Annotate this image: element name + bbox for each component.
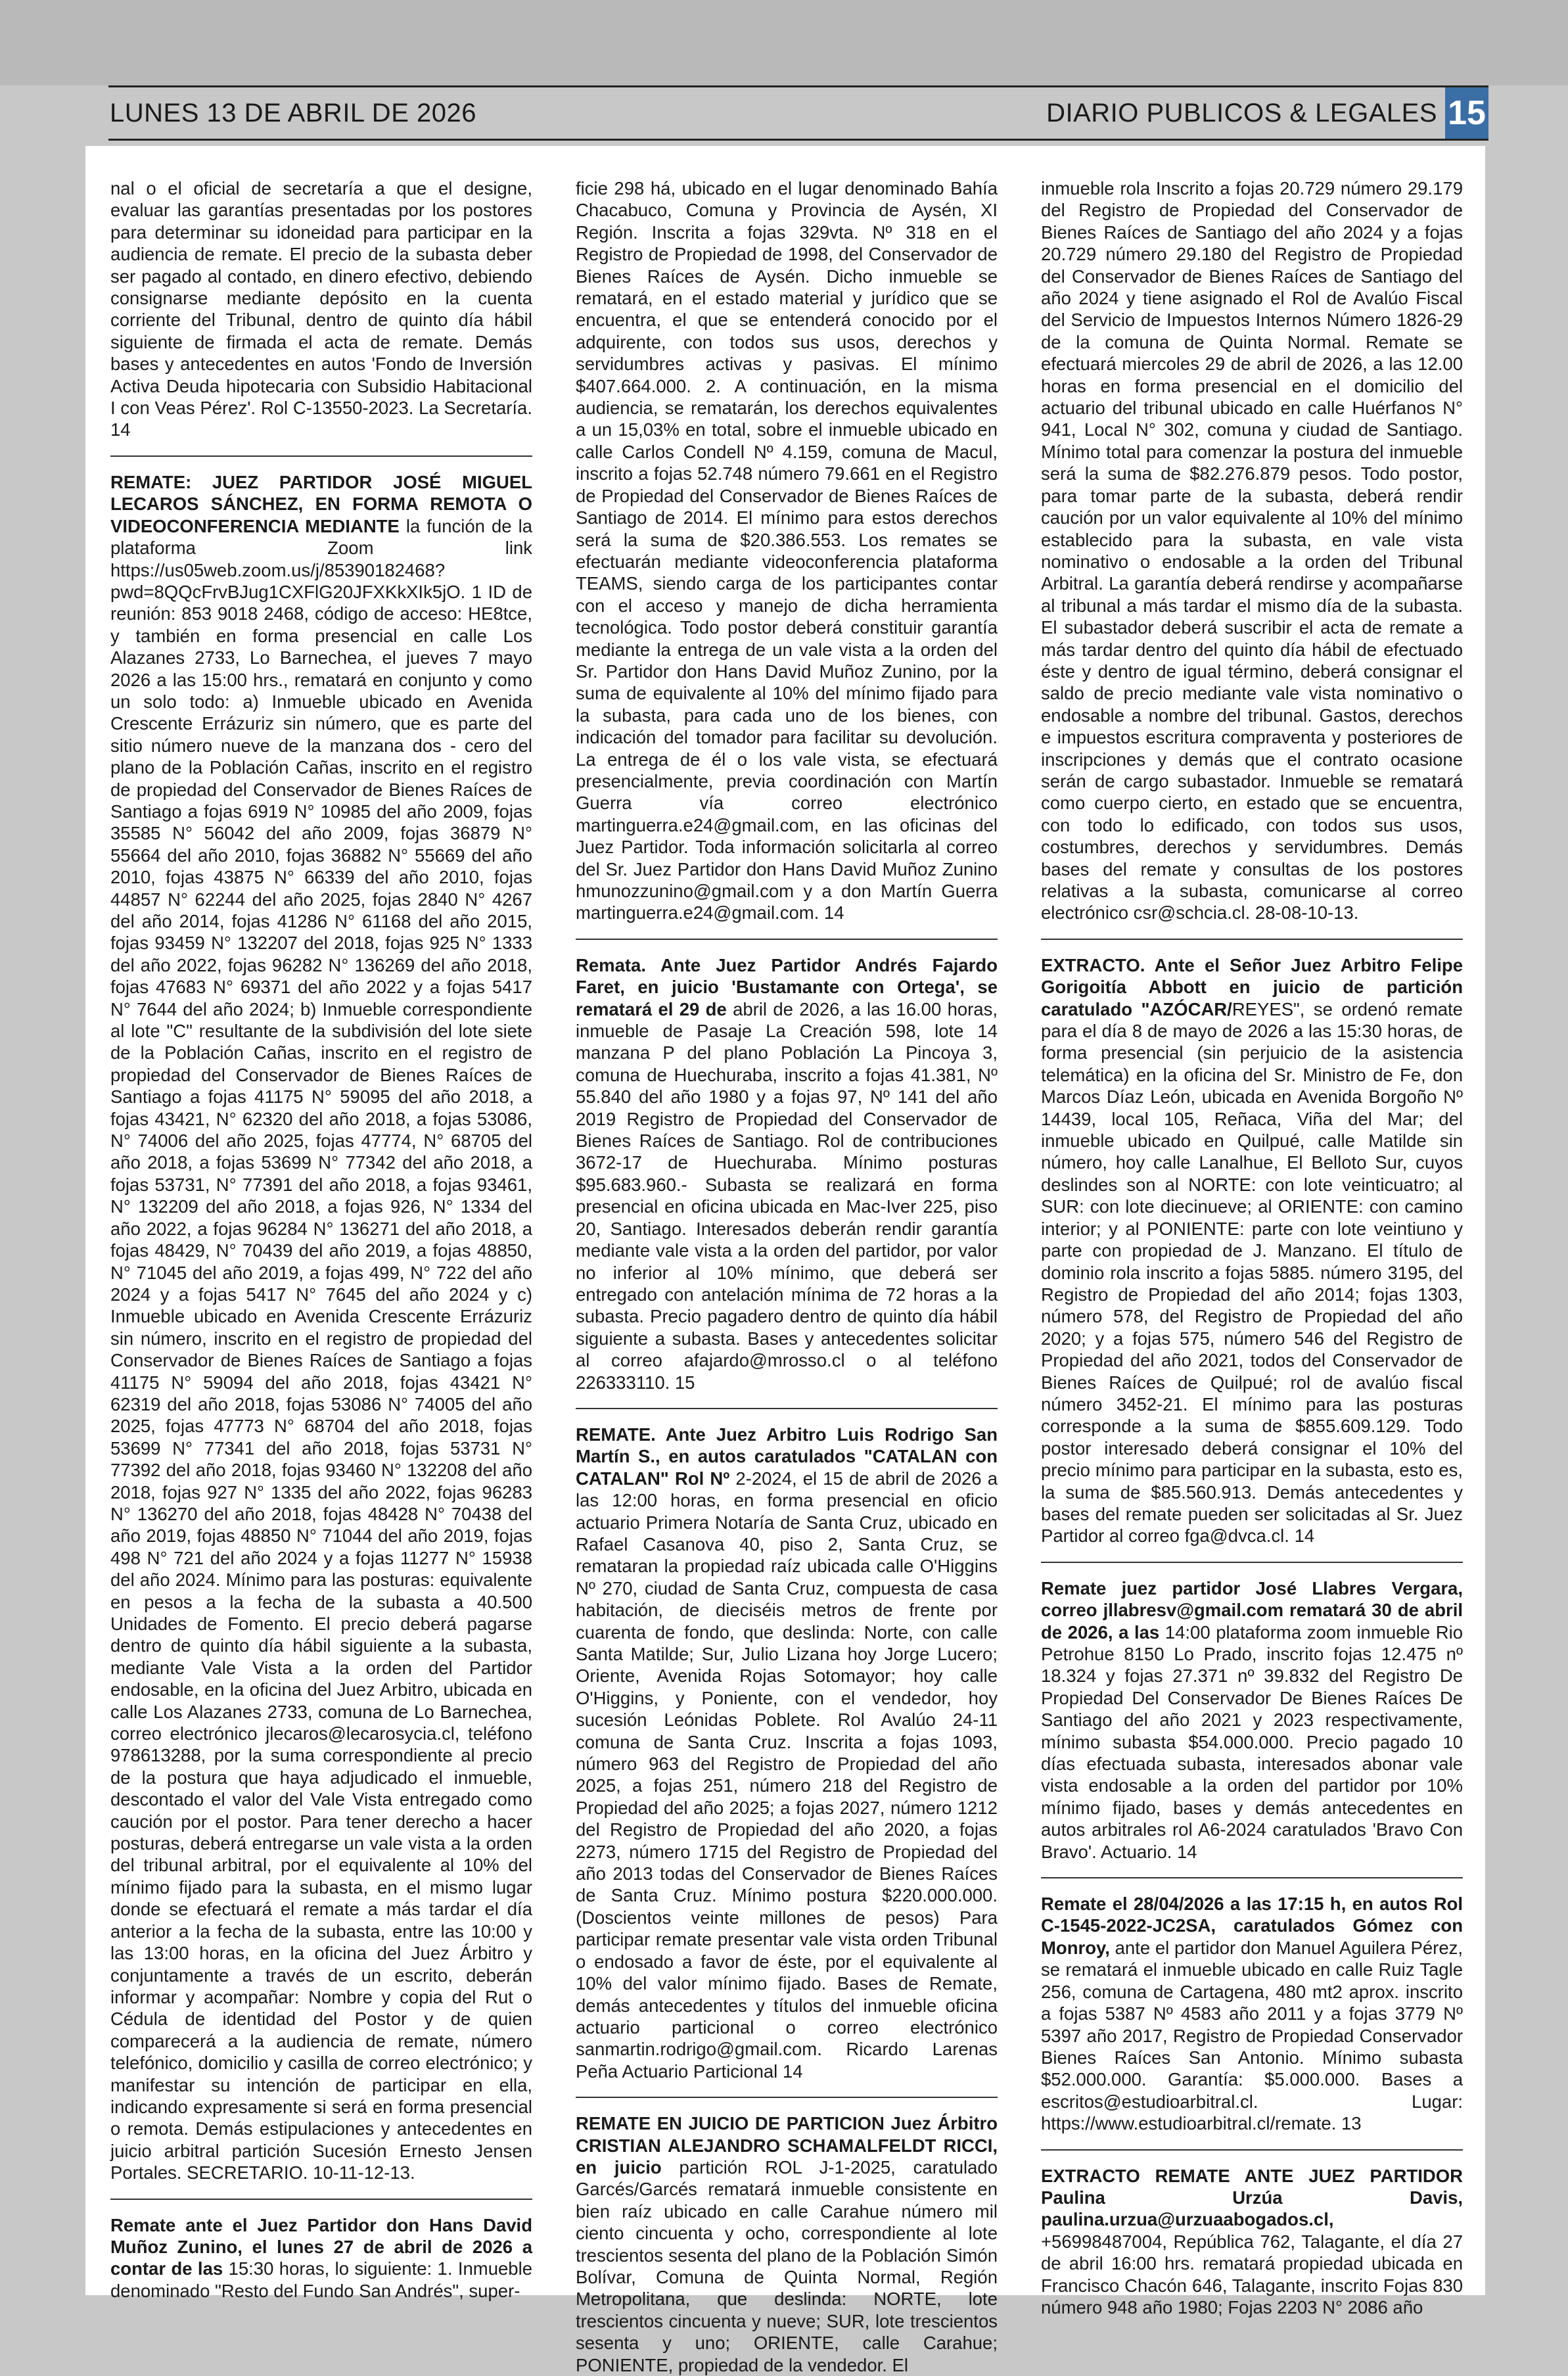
page-number-badge: 15 — [1445, 87, 1488, 139]
notice-lead: Remate juez partidor José Llabres Vergara, correo jllabresv@gmail.com rematará 30 de abril de 2026, a las — [1041, 1577, 1463, 1642]
notice — [576, 2097, 998, 2376]
notice — [110, 2199, 532, 2302]
notice-continuation — [576, 177, 998, 924]
notice-continuation — [110, 177, 532, 441]
header-date: LUNES 13 DE ABRIL DE 2026 — [110, 98, 476, 128]
notice-body: 2-2024, el 15 de abril de 2026 a las 12:00 horas, en forma presencial en oficio actuario Primera Notaría de Santa Cruz, ubicado en Rafael Casanova 40, piso 2, Santa Cruz, se remataran la propiedad raíz ubicada calle O'Higgins Nº 270, ciudad de Santa Cruz, compuesta de casa habitación, de dieciséis metros de frente por cuarenta de fondo, que deslinda: Norte, con calle Santa Matilde; Sur, Julio Lizana hoy Jorge Lucero; Oriente, Avenida Rojas Sotomayor; hoy calle O'Higgins, y Poniente, con el vendedor, hoy sucesión Leónidas Poblete. Rol Avalúo 24-11 comuna de Santa Cruz. Inscrita a fojas 1093, número 963 del Registro de Propiedad del año 2025, a fojas 251, número 218 del Registro de Propiedad del año 2025; a fojas 2027, número 1212 del Registro de Propiedad del año 2020, a fojas 2273, número 1715 del Registro de Propiedad del año 2013 todas del Conservador de Bienes Raíces de Santa Cruz. Mínimo postura $220.000.000. (Doscientos veinte millones de pesos) Para participar remate presentar vale vista orden Tribunal o endosado a favor de éste, por el equivalente al 10% del valor mínimo fijado. Bases de Remate, demás antecedentes y títulos del inmueble oficina actuario particional o correo electrónico sanmartin.rodrigo@gmail.com. Ricardo Larenas Peña Actuario Particional 14 — [576, 1468, 998, 2082]
notice-body: abril de 2026, a las 16.00 horas, inmueble de Pasaje La Creación 598, lote 14 manzana P del plano Población La Pincoya 3, comuna de Huechuraba, inscrito a fojas 41.381, Nº 55.840 del año 1980 y a fojas 97, Nº 141 del año 2019 Registro de Propiedad del Conservador de Bienes Raíces de Santiago. Rol de contribuciones 3672-17 de Huechuraba. Mínimo posturas $95.683.960.- Subasta se realizará en forma presencial en oficina ubicada en Mac-Iver 225, piso 20, Santiago. Interesados deberán rendir garantía mediante vale vista a la orden del partidor, por valor no inferior al 10% mínimo, que deberá ser entregado con antelación mínima de 72 horas a la subasta. Precio pagadero dentro de quinto día hábil siguiente a subasta. Bases y antecedentes solicitar al correo afajardo@mrosso.cl o al teléfono 226333110. 15 — [576, 998, 998, 1393]
notice-continuation — [1041, 177, 1463, 924]
notice — [1041, 1562, 1463, 1863]
notice — [1041, 939, 1463, 1547]
notice-body: ficie 298 há, ubicado en el lugar denominado Bahía Chacabuco, Comuna y Provincia de Aysén, XI Región. Inscrita a fojas 329vta. Nº 318 en el Registro de Propiedad de 1998, del Conservador de Bienes Raíces de Aysén. Dicho inmueble se rematará, en el estado material y jurídico que se encuentra, el que se entenderá conocido por el adquirente, con todos sus usos, derechos y servidumbres activas y pasivas. El mínimo $407.664.000. 2. A continuación, en la misma audiencia, se rematarán, los derechos equivalentes a un 15,03% en total, sobre el inmueble ubicado en calle Carlos Condell Nº 4.159, comuna de Macul, inscrito a fojas 52.748 número 79.661 en el Registro de Propiedad del Conservador de Bienes Raíces de Santiago de 2014. El mínimo para estos derechos será la suma de $20.386.553. Los remates se efectuarán mediante videoconferencia plataforma TEAMS, siendo carga de los participantes contar con el acceso y manejo de dicha herramienta tecnológica. Todo postor deberá constituir garantía mediante la entrega de un vale vista a la orden del Sr. Partidor don Hans David Muñoz Zunino, por la suma de equivalente al 10% del mínimo fijado para la subasta, para cada uno de los bienes, con indicación del tomador para facilitar su devolución. La entrega de él o los vale vista, se efectuará presencialmente, previa coordinación con Martín Guerra vía correo electrónico martinguerra.e24@gmail.com, en las oficinas del Juez Partidor. Toda información solicitarla al correo del Sr. Juez Partidor don Hans David Muñoz Zunino hmunozzunino@gmail.com y a don Martín Guerra martinguerra.e24@gmail.com. 14 — [576, 178, 998, 923]
notice-body: la función de la plataforma Zoom link https://us05web.zoom.us/j/85390182468?pwd=8QQcFrvBJug1CXFlG20JFXKkXIk5jO. 1 ID de reunión: 853 9018 2468, código de acceso: HE8tce, y también en forma presencial en calle Los Alazanes 2733, Lo Barnechea, el jueves 7 mayo 2026 a las 15:00 hrs., rematará en conjunto y como un solo todo: a) Inmueble ubicado en Avenida Crescente Errázuriz sin número, que es parte del sitio número nueve de la manzana dos - cero del plano de la Población Cañas, inscrito en el registro de propiedad del Conservador de Bienes Raíces de Santiago a fojas 6919 N° 10985 del año 2009, fojas 35585 N° 56042 del año 2009, fojas 36879 N° 55664 del año 2010, fojas 36882 N° 55669 del año 2010, fojas 43875 N° 66339 del año 2010, fojas 44857 N° 62244 del año 2025, fojas 2840 N° 4267 del año 2014, fojas 41286 N° 61168 del año 2015, fojas 93459 N° 132207 del 2018, fojas 925 N° 1333 del año 2022, fojas 96282 N° 136269 del año 2018, fojas 47683 N° 69371 del año 2022 y a fojas 5417 N° 7644 del año 2024; b) Inmueble correspondiente al lote "C" resultante de la subdivisión del lote siete de la Población Cañas, inscrito en el registro de propiedad del Conservador de Bienes Raíces de Santiago a fojas 41175 N° 59095 del año 2018, a fojas 43421, N° 62320 del año 2018, a fojas 53086, N° 74006 del año 2025, fojas 47774, N° 68705 del año 2018, a fojas 53699 N° 77342 del año 2018, a fojas 53731, N° 77391 del año 2018, a fojas 93461, N° 132209 del año 2018, a fojas 926, N° 1334 del año 2022, a fojas 96284 N° 136271 del año 2018, a fojas 48429, N° 70439 del año 2019, a fojas 48850, N° 71045 del año 2019, a fojas 499, N° 722 del año 2024 y a fojas 5417 N° 7645 del año 2024 y c) Inmueble ubicado en Avenida Crescente Errázuriz sin número, inscrito en el registro de propiedad del Conservador de Bienes Raíces de Santiago a fojas 41175 N° 59094 del año 2018, fojas 43421 N° 62319 del año 2018, fojas 53086 N° 74005 del año 2025, fojas 47773 N° 68704 del año 2018, fojas 53699 N° 77341 del año 2018, fojas 53731 N° 77392 del año 2018, fojas 93460 N° 132208 del año 2018, fojas 927 N° 1335 del año 2022, fojas 96283 N° 136270 del año 2018, fojas 48428 N° 70438 del año 2019, fojas 48850 N° 71044 del año 2019, fojas 498 N° 721 del año 2024 y a fojas 11277 N° 15938 del año 2024. Mínimo para las posturas: equivalente en pesos a la fecha de la subasta a 40.500 Unidades de Fomento. El precio deberá pagarse dentro de quinto día hábil siguiente a la subasta, mediante Vale Vista a la orden del Partidor endosable, en la oficina del Juez Arbitro, ubicada en calle Los Alazanes 2733, comuna de Lo Barnechea, correo electrónico jlecaros@lecarosycia.cl, teléfono 978613288, por la suma correspondiente al precio de la postura que haya adjudicado el inmueble, descontado el valor del Vale Vista entregado como caución por el postor. Para tener derecho a hacer posturas, deberá entregarse un vale vista a la orden del tribunal arbitral, por el equivalente al 10% del mínimo fijado para la subasta, en el mismo lugar donde se efectuará el remate a más tardar el día anterior a la fecha de la subasta, entre las 10:00 y las 13:00 horas, en la oficina del Juez Árbitro y conjuntamente a través de un escrito, deberán informar y acompañar: Nombre y copia del Rut o Cédula de identidad del Postor y de quien comparecerá a la audiencia de remate, número telefónico, domicilio y casilla de correo electrónico; y manifestar su intención de participar en ella, indicando expresamente si será en forma presencial o remota. Demás estipulaciones y antecedentes en juicio arbitral partición Sucesión Ernesto Jensen Portales. SECRETARIO. 10-11-12-13. — [110, 515, 532, 2183]
notice-lead: EXTRACTO. Ante el Señor Juez Arbitro Felipe Gorigoitía Abbott en juicio de partición caratulado "AZÓCAR/ — [1041, 954, 1463, 1019]
column-2 — [576, 177, 998, 2375]
top-margin-band — [0, 0, 1568, 85]
column-3 — [1041, 177, 1463, 2318]
columns-container — [110, 177, 1463, 2375]
notice-body: +56998487004, República 762, Talagante, el día 27 de abril 16:00 hrs. rematará propiedad ubicada en Francisco Chacón 646, Talagante, inscrito Fojas 830 número 948 año 1980; Fojas 2203 N° 2086 año — [1041, 2231, 1463, 2318]
publication-title: DIARIO PUBLICOS & LEGALES — [1046, 98, 1437, 128]
notice-lead: REMATE. Ante Juez Arbitro Luis Rodrigo San Martín S., en autos caratulados "CATALAN con CATALAN" Rol Nº — [576, 1424, 998, 1489]
notice-body: 14:00 plataforma zoom inmueble Rio Petrohue 8150 Lo Prado, inscrito fojas 12.475 nº 18.324 y fojas 27.371 nº 39.832 del Registro De Propiedad Del Conservador De Bienes Raíces De Santiago del año 2021 y 2023 respectivamente, mínimo subasta $54.000.000. Precio pagado 10 días efectuada subasta, interesados abonar vale vista endosable a la orden del partidor por 10% mínimo fijado, bases y demás antecedentes en autos arbitrales rol A6-2024 caratulados 'Bravo Con Bravo'. Actuario. 14 — [1041, 1621, 1463, 1862]
notice-body: 15:30 horas, lo siguiente: 1. Inmueble denominado "Resto del Fundo San Andrés", super- — [110, 2258, 533, 2301]
header-right — [1046, 87, 1488, 139]
notice-lead: REMATE: JUEZ PARTIDOR JOSÉ MIGUEL LECAROS SÁNCHEZ, EN FORMA REMOTA O VIDEOCONFERENCIA MEDIANTE — [110, 471, 532, 536]
notice-lead: EXTRACTO REMATE ANTE JUEZ PARTIDOR Paulina Urzúa Davis, paulina.urzua@urzuaabogados.cl, — [1041, 2165, 1463, 2230]
notice-lead: Remate el 28/04/2026 a las 17:15 h, en autos Rol C-1545-2022-JC2SA, caratulados Gómez con Monroy, — [1041, 1894, 1463, 1958]
notice-lead: Remate ante el Juez Partidor don Hans David Muñoz Zunino, el lunes 27 de abril de 2026 a contar de las — [110, 2214, 532, 2279]
notice-body: inmueble rola Inscrito a fojas 20.729 número 29.179 del Registro de Propiedad del Conservador de Bienes Raíces de Santiago del año 2024 y a fojas 20.729 número 29.180 del Registro de Propiedad del Conservador de Bienes Raíces de Santiago del año 2024 y tiene asignado el Rol de Avalúo Fiscal del Servicio de Impuestos Internos Número 1826-29 de la comuna de Quinta Normal. Remate se efectuará miercoles 29 de abril de 2026, a las 12.00 horas en forma presencial en el domicilio del actuario del tribunal ubicado en calle Huérfanos N° 941, Local N° 302, comuna y ciudad de Santiago. Mínimo total para comenzar la postura del inmueble será la suma de $82.276.879 pesos. Todo postor, para tomar parte de la subasta, deberá rendir caución por un valor equivalente al 10% del mínimo establecido para la subasta, en vale vista nominativo o endosable a la orden del Tribunal Arbitral. La garantía deberá rendirse y acompañarse al tribunal a más tardar el mismo día de la subasta. El subastador deberá suscribir el acta de remate a más tardar dentro del quinto día hábil de efectuado éste y dentro de igual término, deberá consignar el saldo de precio mediante vale vista nominativo o endosable a nombre del tribunal. Gastos, derechos e impuestos escritura compraventa y posteriores de inscripciones y demás que el contrato ocasione serán de cargo subastador. Inmueble se rematará como cuerpo cierto, en estado que se encuentra, con todo lo edificado, con todos sus usos, costumbres, derechos y servidumbres. Demás bases del remate y consultas de los postores relativas a la subasta, comunicarse al correo electrónico csr@schcia.cl. 28-08-10-13. — [1041, 178, 1463, 923]
notice — [110, 455, 532, 2184]
notice — [576, 1408, 998, 2082]
notice — [1041, 1877, 1463, 2134]
notice — [1041, 2149, 1463, 2319]
notice-lead: Remata. Ante Juez Partidor Andrés Fajardo Faret, en juicio 'Bustamante con Ortega', se rematará el 29 de — [576, 954, 998, 1019]
column-1 — [110, 177, 533, 2301]
notice-body: nal o el oficial de secretaría a que el designe, evaluar las garantías presentadas por los postores para determinar su idoneidad para participar en la audiencia de remate. El precio de la subasta deber ser pagado al contado, en dinero efectivo, debiendo consignarse mediante depósito en la cuenta corriente del Tribunal, dentro de quinto día hábil siguiente de firmada el acta de remate. Demás bases y antecedentes en autos 'Fondo de Inversión Activa Deuda hipotecaria con Subsidio Habitacional I con Veas Pérez'. Rol C-13550-2023. La Secretaría. 14 — [110, 178, 532, 440]
notice-body: ante el partidor don Manuel Aguilera Pérez, se rematará el inmueble ubicado en calle Ruiz Tagle 256, comuna de Cartagena, 480 mt2 aprox. inscrito a fojas 5387 Nº 4583 año 2011 y a fojas 3779 Nº 5397 año 2017, Registro de Propiedad Conservador Bienes Raíces San Antonio. Mínimo subasta $52.000.000. Garantía: $5.000.000. Bases a escritos@estudioarbitral.cl. Lugar: https://www.estudioarbitral.cl/remate. 13 — [1041, 1937, 1463, 2134]
notice — [576, 939, 998, 1393]
notice-lead: REMATE EN JUICIO DE PARTICION Juez Árbitro CRISTIAN ALEJANDRO SCHAMALFELDT RICCI, en juicio — [576, 2113, 998, 2178]
content-area — [85, 146, 1485, 2375]
notice-body: partición ROL J-1-2025, caratulado Garcés/Garcés rematará inmueble consistente en bien raíz ubicado en calle Carahue número mil ciento cincuenta y ocho, correspondiente al lote trescientos sesenta del plano de la Población Simón Bolívar, Comuna de Quinta Normal, Región Metropolitana, que deslinda: NORTE, lote trescientos cincuenta y nueve; SUR, lote trescientos sesenta y uno; ORIENTE, calle Carahue; PONIENTE, propiedad de la vendedor. El — [576, 2156, 998, 2375]
page-header — [108, 85, 1488, 141]
notice-body: REYES", se ordenó remate para el día 8 de mayo de 2026 a las 15:30 horas, de forma presencial (sin perjuicio de la asistencia telemática) en la oficina del Sr. Ministro de Fe, don Marcos Díaz León, ubicada en Avenida Borgoño Nº 14439, local 105, Reñaca, Viña del Mar; del inmueble ubicado en Quilpué, calle Matilde sin número, hoy calle Lanalhue, El Belloto Sur, cuyos deslindes son al NORTE: con lote veinticuatro; al SUR: con lote diecinueve; al ORIENTE: con camino interior; y al PONIENTE: parte con lote veintiuno y parte con propiedad de J. Manzano. El título de dominio rola inscrito a fojas 5885. número 3195, del Registro de Propiedad del año 2014; fojas 1303, número 578, del Registro de Propiedad del año 2020; y a fojas 575, número 546 del Registro de Propiedad del año 2021, todos del Conservador de Bienes Raíces de Quilpué; rol de avalúo fiscal número 3452-21. El mínimo para las posturas corresponde a la suma de $855.609.129. Todo postor interesado deberá consignar el 10% del precio mínimo para participar en la subasta, esto es, la suma de $85.560.913. Demás antecedentes y bases del remate pueden ser solicitadas al Sr. Juez Partidor al correo fga@dvca.cl. 14 — [1041, 998, 1463, 1547]
